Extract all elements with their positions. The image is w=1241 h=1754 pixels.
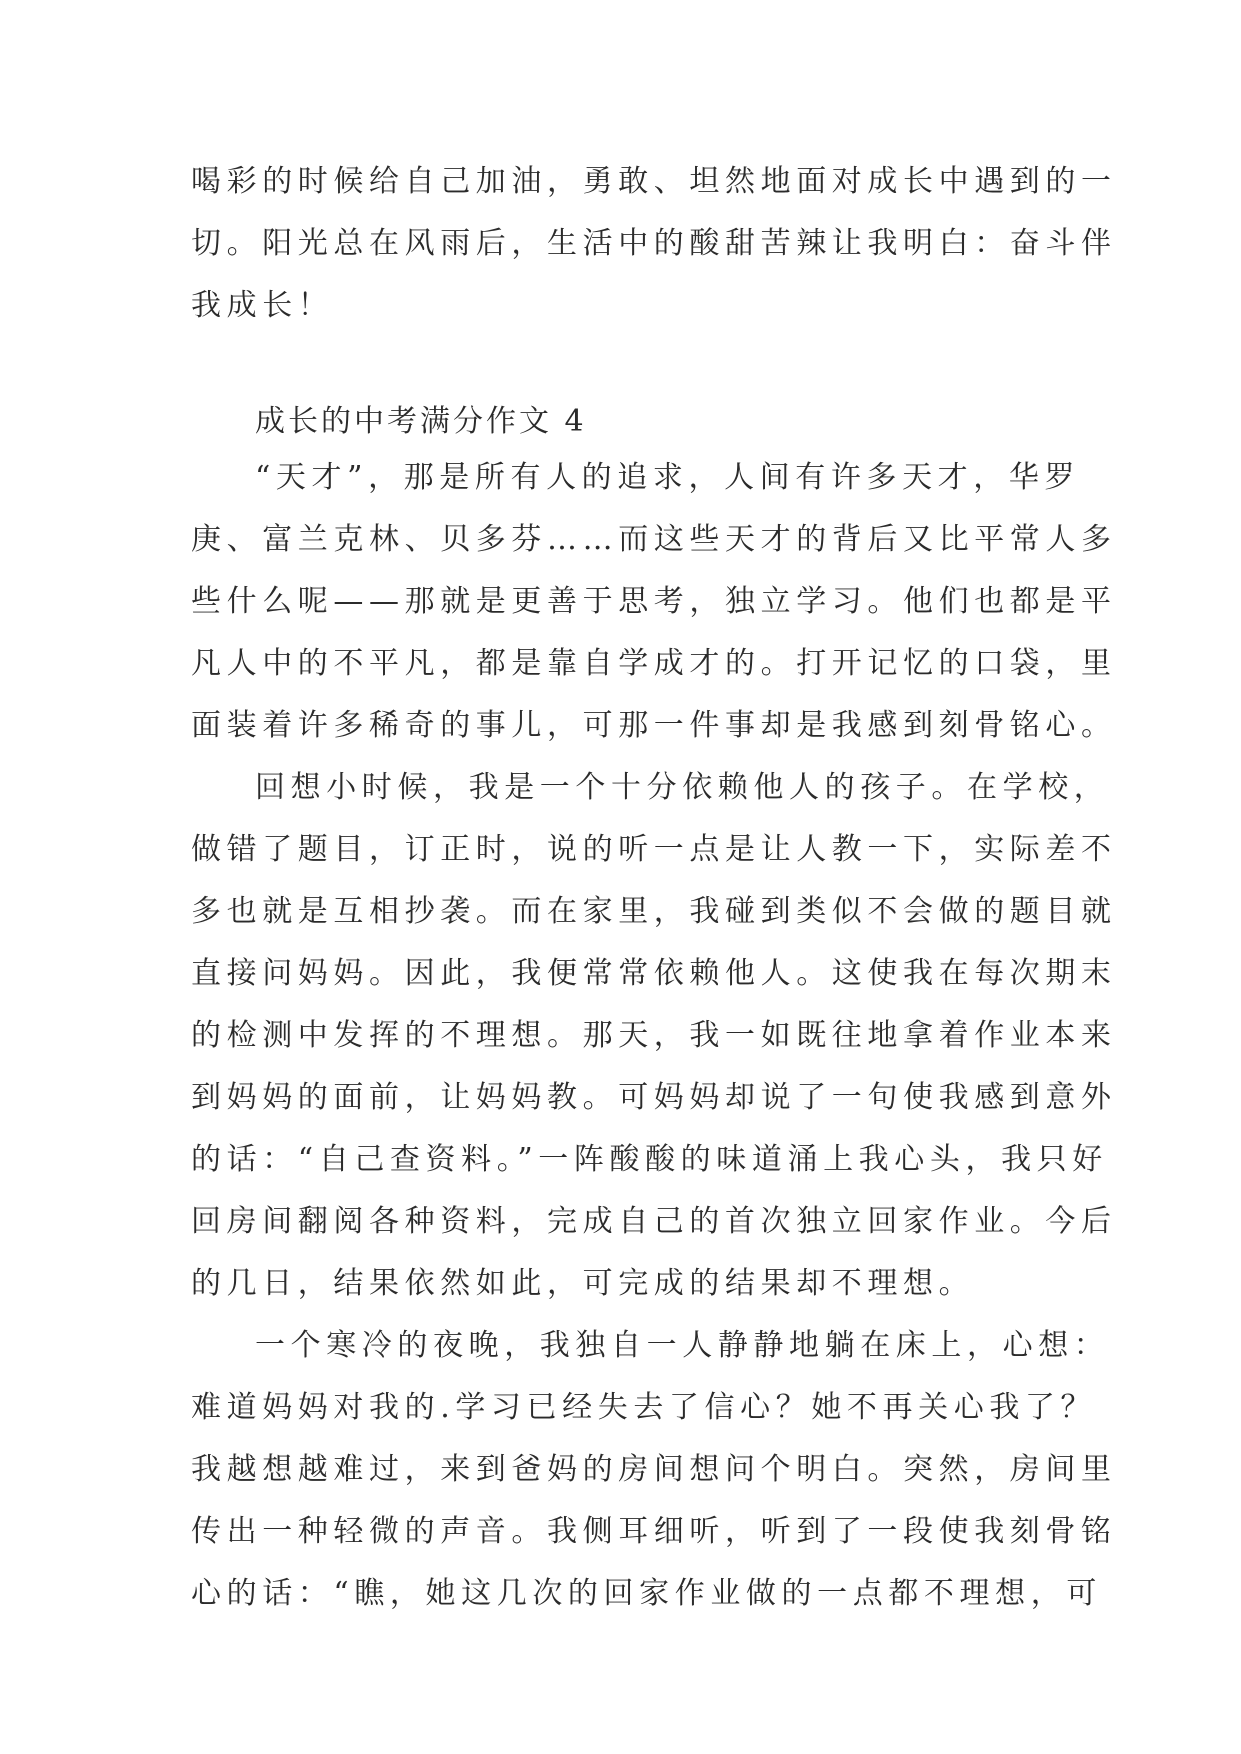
text-line: 喝彩的时候给自己加油，勇敢、坦然地面对成长中遇到的一 <box>191 164 1117 199</box>
text-line: 的话：“自己查资料。”一阵酸酸的味道涌上我心头，我只好 <box>191 1142 1108 1177</box>
text-line: 多也就是互相抄袭。而在家里，我碰到类似不会做的题目就 <box>191 894 1117 929</box>
paragraph-first-line: 回想小时候，我是一个十分依赖他人的孩子。在学校， <box>255 770 1110 805</box>
text-line: 我成长！ <box>191 288 334 323</box>
text-line: 庚、富兰克林、贝多芬……而这些天才的背后又比平常人多 <box>191 522 1117 557</box>
paragraph-first-line: 一个寒冷的夜晚，我独自一人静静地躺在床上，心想： <box>255 1328 1110 1363</box>
text-line: 切。阳光总在风雨后，生活中的酸甜苦辣让我明白：奋斗伴 <box>191 226 1117 261</box>
paragraph-first-line: “天才”，那是所有人的追求，人间有许多天才，华罗 <box>255 460 1081 495</box>
text-line: 直接问妈妈。因此，我便常常依赖他人。这使我在每次期末 <box>191 956 1117 991</box>
text-line: 做错了题目，订正时，说的听一点是让人教一下，实际差不 <box>191 832 1117 867</box>
text-line: 的检测中发挥的不理想。那天，我一如既往地拿着作业本来 <box>191 1018 1117 1053</box>
text-line: 到妈妈的面前，让妈妈教。可妈妈却说了一句使我感到意外 <box>191 1080 1117 1115</box>
text-line: 回房间翻阅各种资料，完成自己的首次独立回家作业。今后 <box>191 1204 1117 1239</box>
text-line: 传出一种轻微的声音。我侧耳细听，听到了一段使我刻骨铭 <box>191 1514 1117 1549</box>
text-line: 些什么呢——那就是更善于思考，独立学习。他们也都是平 <box>191 584 1117 619</box>
text-line: 难道妈妈对我的.学习已经失去了信心？她不再关心我了？ <box>191 1390 1097 1425</box>
section-heading: 成长的中考满分作文 4 <box>255 404 587 439</box>
text-line: 面装着许多稀奇的事儿，可那一件事却是我感到刻骨铭心。 <box>191 708 1117 743</box>
text-line: 心的话：“瞧，她这几次的回家作业做的一点都不理想，可 <box>191 1576 1102 1611</box>
text-line: 凡人中的不平凡，都是靠自学成才的。打开记忆的口袋，里 <box>191 646 1117 681</box>
text-line: 我越想越难过，来到爸妈的房间想问个明白。突然，房间里 <box>191 1452 1117 1487</box>
text-line: 的几日，结果依然如此，可完成的结果却不理想。 <box>191 1266 975 1301</box>
